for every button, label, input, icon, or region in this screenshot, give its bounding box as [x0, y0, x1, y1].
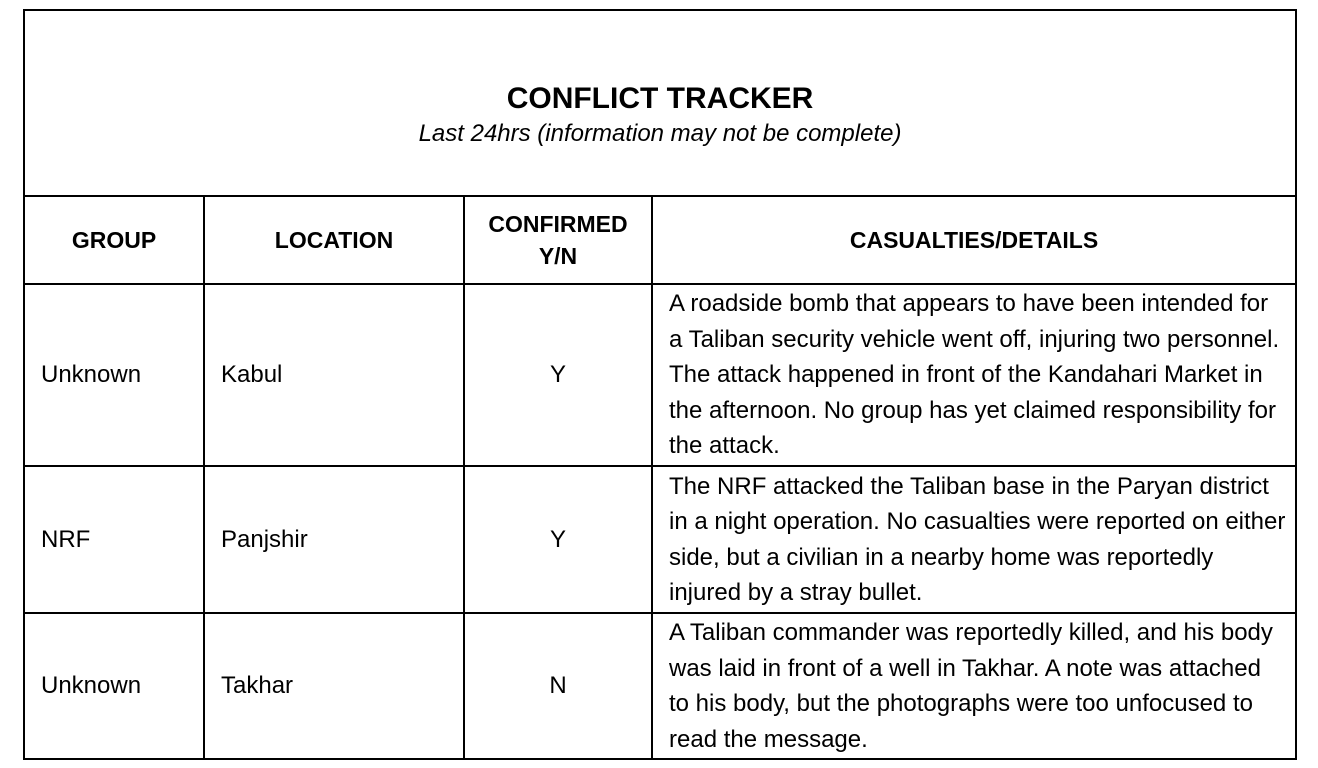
- cell-confirmed: N: [464, 613, 652, 759]
- column-header-group: GROUP: [24, 196, 204, 284]
- cell-location: Panjshir: [204, 466, 464, 613]
- cell-confirmed: Y: [464, 466, 652, 613]
- conflict-tracker-table: [23, 9, 1297, 760]
- cell-confirmed: Y: [464, 284, 652, 466]
- column-header-confirmed: [464, 196, 652, 284]
- title-row: [24, 10, 1296, 196]
- column-header-location: LOCATION: [204, 196, 464, 284]
- table-row: [24, 466, 1296, 613]
- cell-details: The NRF attacked the Taliban base in the Paryan district in a night operation. No casualties were reported on either side, but a civilian in a nearby home was reportedly injured by a stray bullet.: [652, 466, 1296, 613]
- cell-group: Unknown: [24, 613, 204, 759]
- title-cell: [24, 10, 1296, 196]
- column-header-confirmed-line2: Y/N: [538, 243, 578, 269]
- page-subtitle: Last 24hrs (information may not be complete): [418, 120, 902, 147]
- page-title: CONFLICT TRACKER: [506, 82, 814, 115]
- cell-details: A roadside bomb that appears to have been intended for a Taliban security vehicle went off, injuring two personnel. The attack happened in front of the Kandahari Market in the afternoon. No group has yet claimed responsibility for the attack.: [652, 284, 1296, 466]
- cell-location: Takhar: [204, 613, 464, 759]
- cell-group: NRF: [24, 466, 204, 613]
- table-row: [24, 284, 1296, 466]
- cell-location: Kabul: [204, 284, 464, 466]
- table-row: [24, 613, 1296, 759]
- column-header-row: [24, 196, 1296, 284]
- cell-group: Unknown: [24, 284, 204, 466]
- cell-details: A Taliban commander was reportedly killed, and his body was laid in front of a well in Takhar. A note was attached to his body, but the photographs were too unfocused to read the message.: [652, 613, 1296, 759]
- column-header-details: CASUALTIES/DETAILS: [652, 196, 1296, 284]
- column-header-confirmed-line1: CONFIRMED: [488, 211, 628, 237]
